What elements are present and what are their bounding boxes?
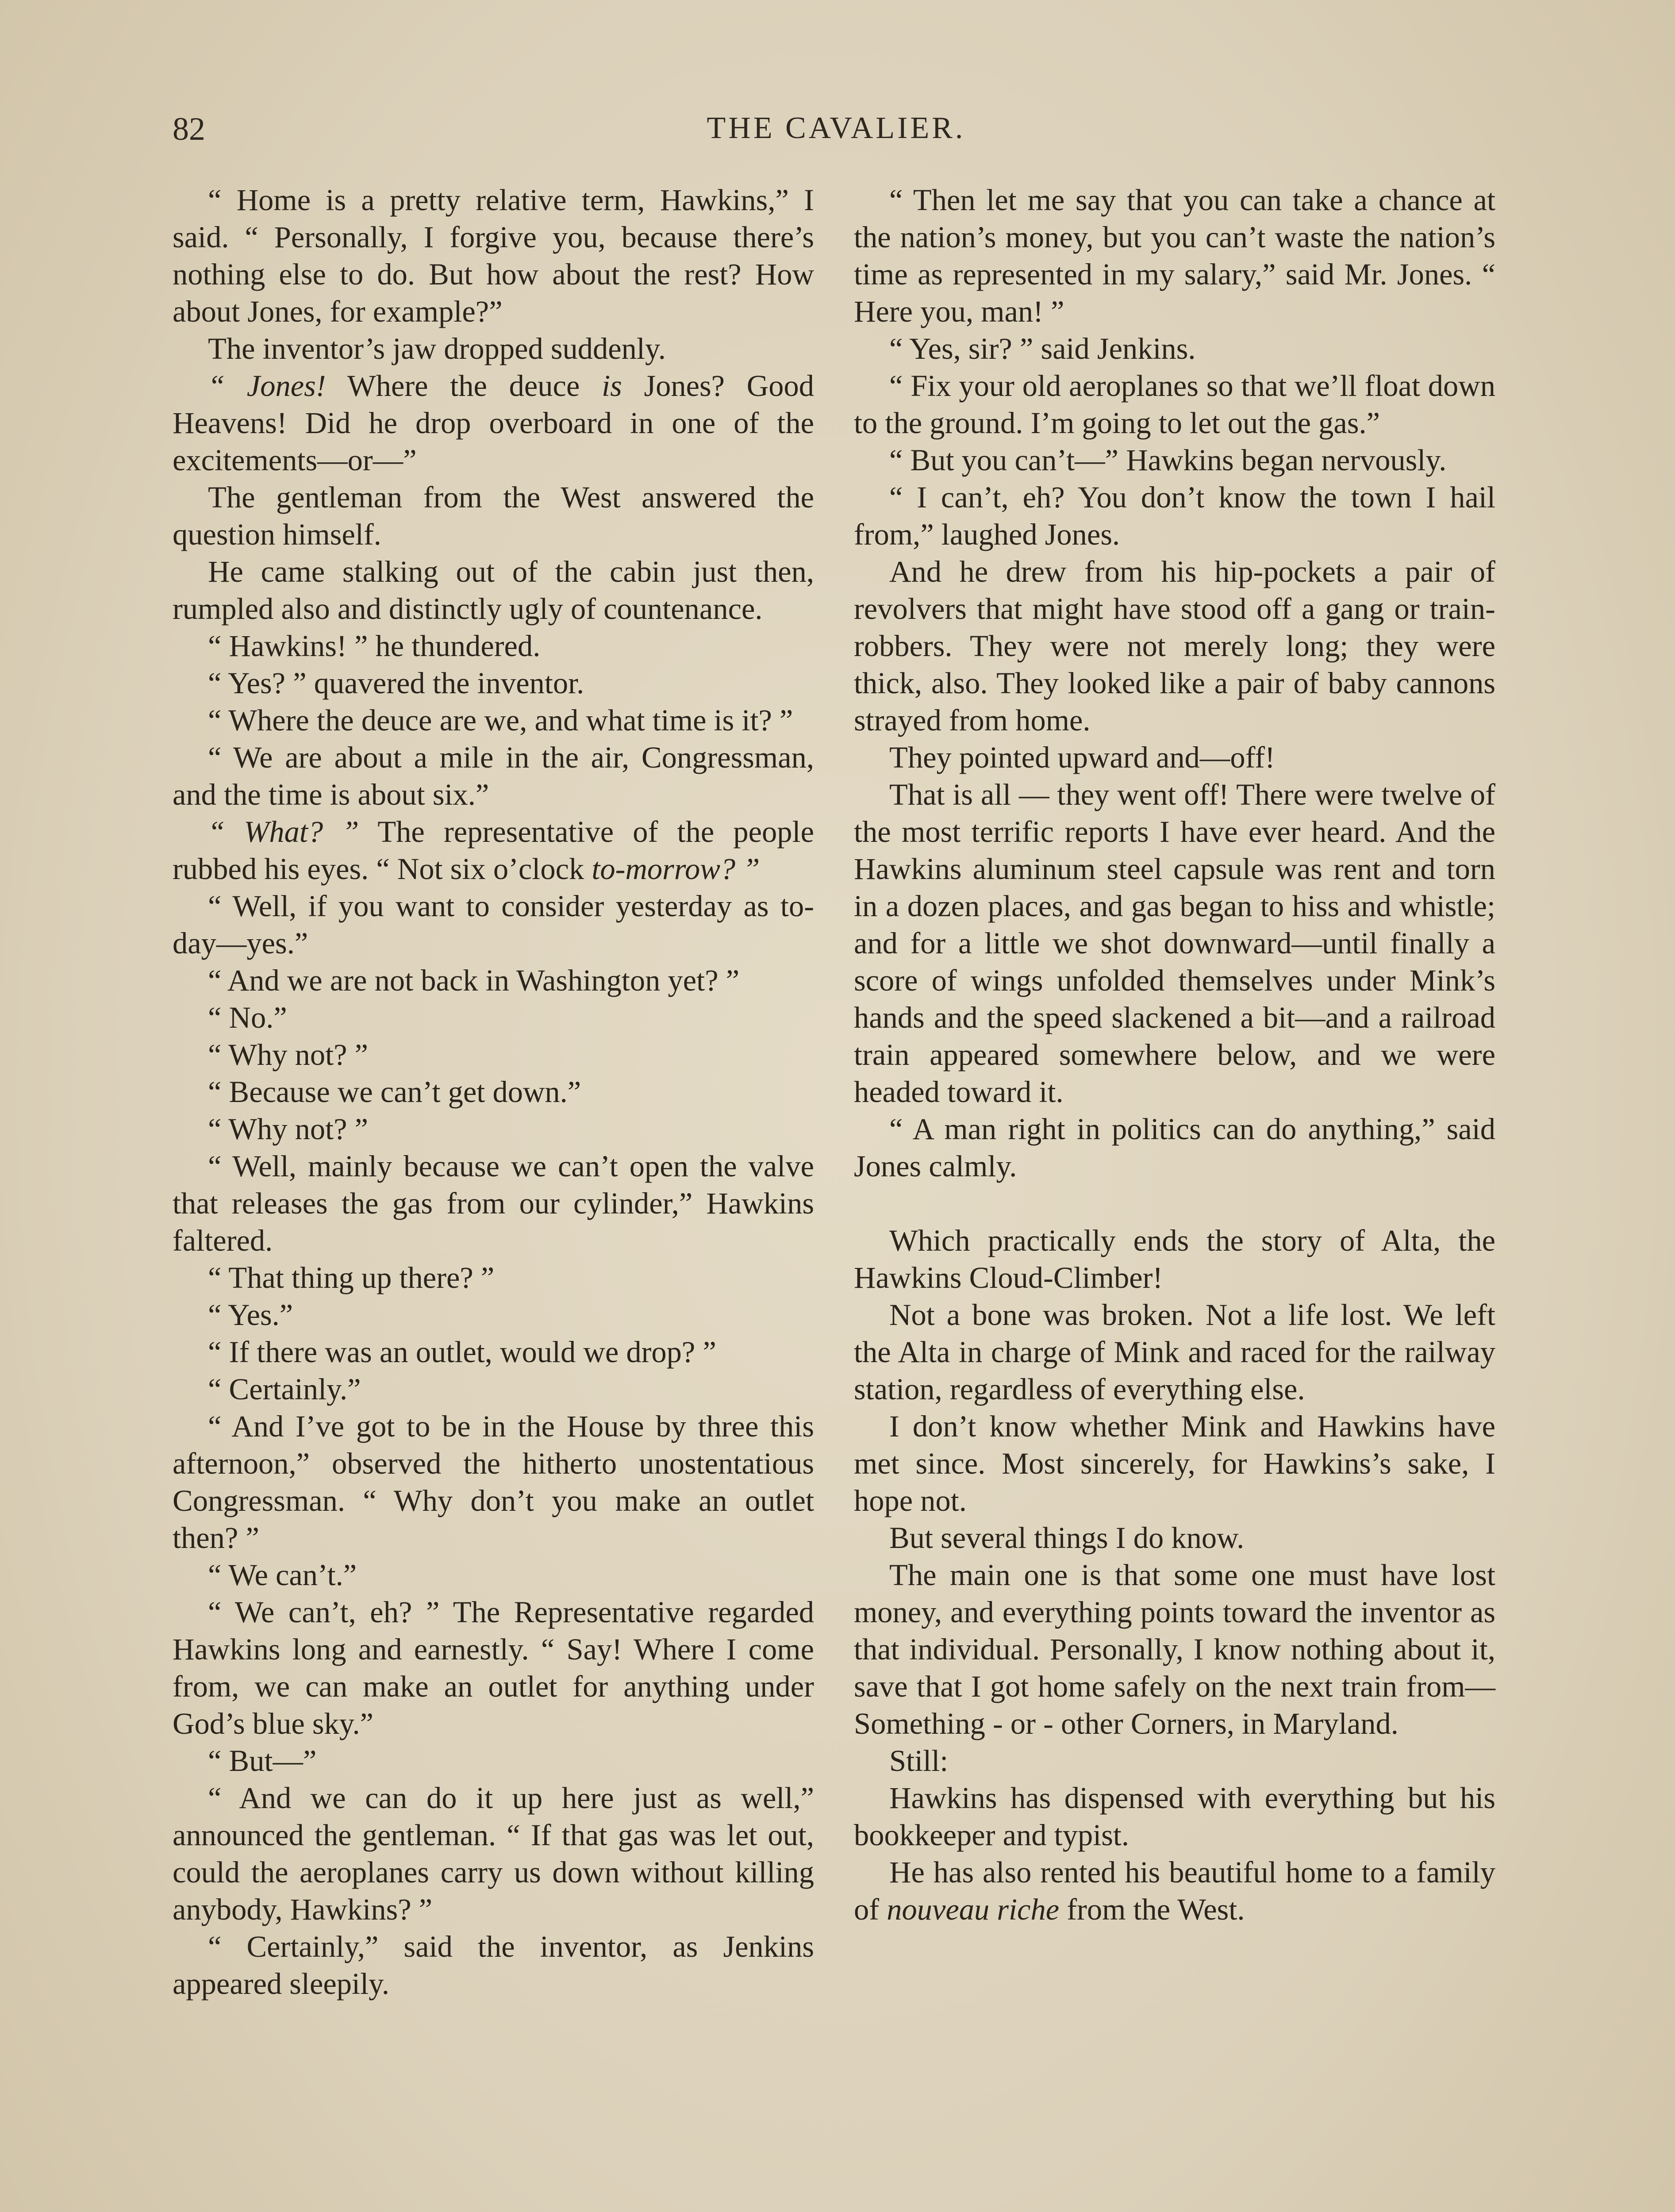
text-run: He came stalking out of the cabin just then, rumpled also and distinctly ugly of countenance. [173,555,814,626]
text-run: “ Where the deuce are we, and what time is it? ” [208,703,793,737]
paragraph [854,1854,1495,1928]
paragraph [854,1556,1495,1742]
text-run: “ Then let me say that you can take a chance at the nation’s money, but you can’t waste the nation’s time as represented in my salary,” said Mr. Jones. “ Here you, man! ” [854,183,1495,328]
text-run: “ Hawkins! ” he thundered. [208,629,541,663]
paragraph [854,739,1495,776]
text-run: Not a bone was broken. Not a life lost. We left the Alta in charge of Mink and raced for the railway station, regardless of everything else. [854,1298,1495,1406]
text-run: “ Well, if you want to consider yesterday as to-day—yes.” [173,889,814,960]
paragraph [173,1110,814,1148]
text-run: That is all — they went off! There were twelve of the most terrific reports I have ever heard. And the Hawkins aluminum steel capsule was rent and torn in a dozen places, and gas began to hiss and whistle; and for a little we shot downward—until finally a score of wings unfolded themselves under Mink’s hands and the speed slackened a bit—and a railroad train appeared somewhere below, and we were headed toward it. [854,778,1495,1109]
italic-text: “ Jones! [208,369,326,403]
paragraph [173,1036,814,1073]
text-run: “ Well, mainly because we can’t open the valve that releases the gas from our cylinder,” Hawkins faltered. [173,1149,814,1257]
text-run: “ A man right in politics can do anything,” said Jones calmly. [854,1112,1495,1183]
text-run: I don’t know whether Mink and Hawkins have met since. Most sincerely, for Hawkins’s sake, I hope not. [854,1409,1495,1517]
paragraph [854,1742,1495,1779]
paragraph [173,1073,814,1110]
text-run: “ But—” [208,1744,317,1778]
paragraph [854,1779,1495,1854]
paragraph [854,1296,1495,1408]
text-run: “ Fix your old aeroplanes so that we’ll float down to the ground. I’m going to let out the gas.” [854,369,1495,440]
paragraph [854,1222,1495,1296]
text-run: “ We can’t.” [208,1558,357,1592]
text-run: Jones? Good Heavens! Did he drop overboard in one of the excitements—or—” [173,369,814,477]
text-run: “ No.” [208,1001,287,1034]
italic-text: to-morrow? ” [592,852,760,886]
paragraph [854,367,1495,442]
paragraph [854,1110,1495,1185]
text-run: “ And we are not back in Washington yet? ” [208,964,740,997]
paragraph [854,330,1495,367]
left-column [173,181,814,2002]
text-run: “ That thing up there? ” [208,1261,495,1294]
paragraph [173,367,814,479]
text-run: Which practically ends the story of Alta, the Hawkins Cloud-Climber! [854,1224,1495,1294]
italic-text: “ What? ” [208,815,359,849]
text-run: “ Yes, sir? ” said Jenkins. [889,332,1196,365]
text-run: “ Yes? ” quavered the inventor. [208,666,584,700]
text-run: Hawkins has dispensed with everything but his bookkeeper and typist. [854,1781,1495,1852]
right-column [854,181,1495,1928]
running-title: THE CAVALIER. [707,111,966,145]
italic-text: nouveau riche [887,1893,1060,1926]
paragraph [173,813,814,887]
text-run: “ Because we can’t get down.” [208,1075,581,1109]
page-number: 82 [173,111,205,147]
text-run: “ Why not? ” [208,1038,369,1071]
text-run: from the West. [1059,1893,1245,1926]
paragraph [173,1556,814,1594]
paragraph [173,1594,814,1742]
paragraph [173,1259,814,1296]
paragraph [173,1333,814,1371]
paragraph [173,1296,814,1333]
paragraph [173,664,814,702]
paragraph [173,1742,814,1779]
text-run: “ And I’ve got to be in the House by three this afternoon,” observed the hitherto unostentatious Congressman. “ Why don’t you make an outlet then? ” [173,1409,814,1555]
paragraph [173,999,814,1036]
text-run: The inventor’s jaw dropped suddenly. [208,332,666,365]
text-run: “ We can’t, eh? ” The Representative regarded Hawkins long and earnestly. “ Say! Where I come from, we can make an outlet for anything under God’s blue sky.” [173,1595,814,1740]
italic-text: is [602,369,622,403]
paragraph [173,887,814,962]
text-run: The main one is that some one must have lost money, and everything points toward the inventor as that individual. Personally, I know nothing about it, save that I got home safely on the next train from—Something - or - other Corners, in Maryland. [854,1558,1495,1740]
text-run: But several things I do know. [889,1521,1245,1555]
paragraph [854,181,1495,330]
text-run: Where the deuce [326,369,602,403]
text-run: The representative of the people rubbed his eyes. “ Not six o’clock [173,815,814,886]
paragraph [173,1408,814,1556]
text-run: “ Certainly,” said the inventor, as Jenkins appeared sleepily. [173,1930,814,2001]
paragraph [173,553,814,627]
text-run: “ Certainly.” [208,1372,361,1406]
paragraph [173,330,814,367]
paragraph [173,739,814,813]
text-run: He has also rented his beautiful home to a family of [854,1855,1495,1926]
paragraph [173,627,814,664]
paragraph [173,1371,814,1408]
paragraph [173,1148,814,1259]
text-run: “ Why not? ” [208,1112,369,1146]
paragraph [854,479,1495,553]
text-run: Still: [889,1744,949,1778]
paragraph [173,702,814,739]
text-run: “ And we can do it up here just as well,” announced the gentleman. “ If that gas was let out, could the aeroplanes carry us down without killing anybody, Hawkins? ” [173,1781,814,1926]
paragraph [173,1779,814,1928]
text-run: “ Yes.” [208,1298,293,1332]
paragraph [173,181,814,330]
text-run: They pointed upward and—off! [889,741,1275,774]
text-run: “ Home is a pretty relative term, Hawkins,” I said. “ Personally, I forgive you, because there’s nothing else to do. But how about the rest? How about Jones, for example?” [173,183,814,328]
paragraph [854,442,1495,479]
text-run: And he drew from his hip-pockets a pair of revolvers that might have stood off a gang or train-robbers. They were not merely long; they were thick, also. They looked like a pair of baby cannons strayed from home. [854,555,1495,737]
text-run: “ We are about a mile in the air, Congressman, and the time is about six.” [173,741,814,811]
text-run: “ I can’t, eh? You don’t know the town I hail from,” laughed Jones. [854,480,1495,551]
page-header [173,111,1500,164]
text-run: “ But you can’t—” Hawkins began nervously. [889,443,1447,477]
paragraph [854,1408,1495,1519]
paragraph [173,479,814,553]
paragraph [173,1928,814,2002]
paragraph [854,776,1495,1110]
paragraph [854,553,1495,739]
text-run: “ If there was an outlet, would we drop? ” [208,1335,716,1369]
text-run: The gentleman from the West answered the question himself. [173,480,814,551]
paragraph [854,1519,1495,1556]
paragraph [173,962,814,999]
